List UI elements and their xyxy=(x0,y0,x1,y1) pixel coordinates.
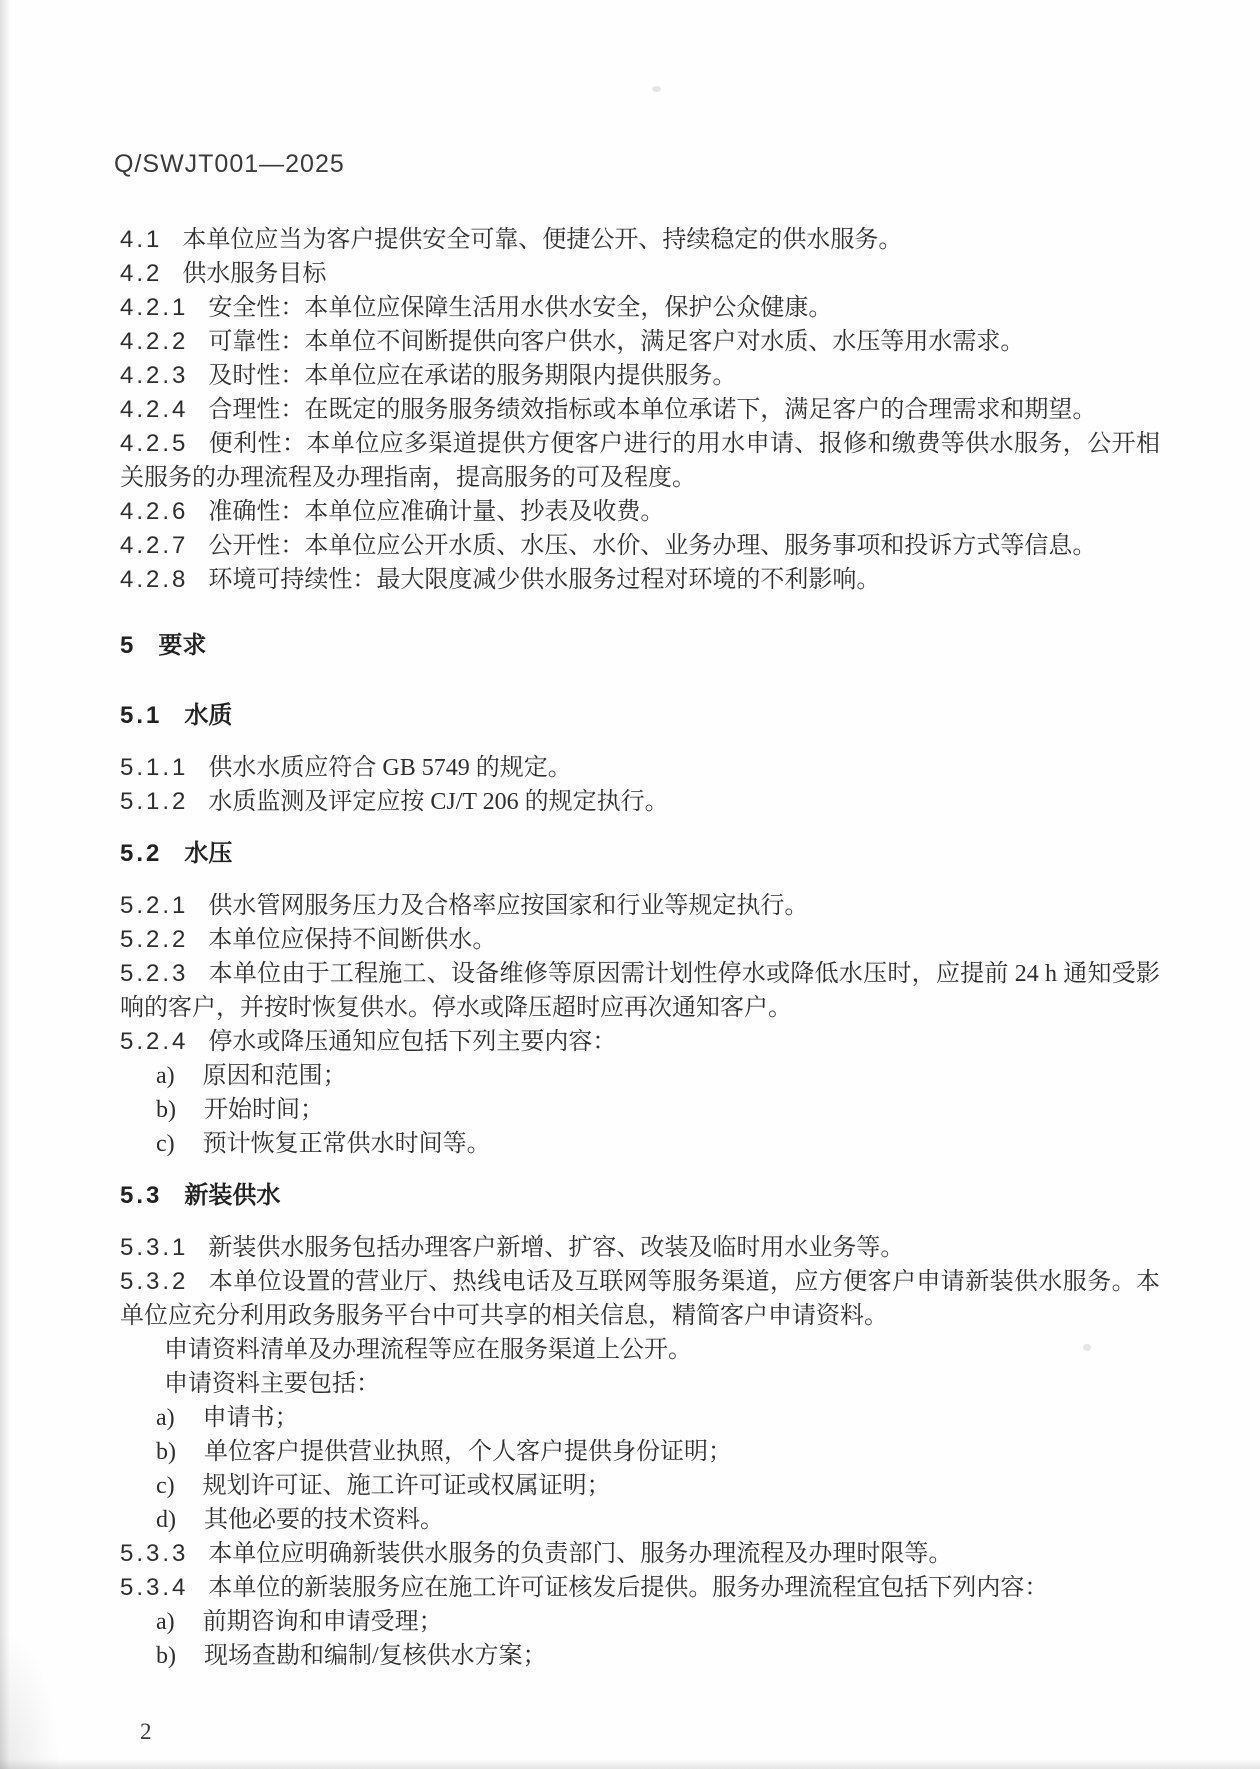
list-item xyxy=(120,1469,1160,1503)
document-body xyxy=(120,223,1160,1673)
clause-text: 本单位由于工程施工、设备维修等原因需计划性停水或降低水压时，应提前 24 h 通知受影响的客户，并按时恢复供水。停水或降压超时应再次通知客户。 xyxy=(120,961,1160,1021)
clause-number: 5.2.4 xyxy=(120,1028,189,1055)
clause-text: 开始时间； xyxy=(204,1097,324,1123)
clause-text: 及时性：本单位应在承诺的服务期限内提供服务。 xyxy=(208,363,737,389)
clause-number: 5.3.2 xyxy=(120,1268,189,1295)
paragraph xyxy=(120,359,1160,393)
paragraph xyxy=(120,257,1160,291)
clause-number: a) xyxy=(156,1405,175,1431)
section-heading xyxy=(120,1179,1160,1213)
scan-shadow-bottom xyxy=(0,1759,1260,1769)
clause-number: 4.2.3 xyxy=(120,362,189,389)
clause-text: 规划许可证、施工许可证或权属证明； xyxy=(202,1473,611,1499)
clause-number: 5.1.1 xyxy=(120,754,189,781)
clause-number: 4.2.4 xyxy=(120,396,189,423)
paragraph xyxy=(120,291,1160,325)
clause-number: d) xyxy=(156,1507,176,1533)
paragraph xyxy=(120,495,1160,529)
page-number: 2 xyxy=(140,1719,152,1744)
clause-number: 5.2.2 xyxy=(120,926,189,953)
clause-text: 其他必要的技术资料。 xyxy=(204,1507,444,1533)
clause-text: 新装供水服务包括办理客户新增、扩容、改装及临时用水业务等。 xyxy=(208,1235,905,1261)
clause-number: 5.1.2 xyxy=(120,788,189,815)
clause-number: 5 xyxy=(120,632,137,659)
clause-text: 申请资料清单及办理流程等应在服务渠道上公开。 xyxy=(164,1337,692,1363)
clause-number: c) xyxy=(156,1473,175,1499)
clause-number: 4.2.1 xyxy=(120,294,189,321)
clause-number: 4.2.6 xyxy=(120,498,189,525)
list-item xyxy=(120,1127,1160,1161)
clause-text: 单位客户提供营业执照，个人客户提供身份证明； xyxy=(204,1439,732,1465)
clause-text: 公开性：本单位应公开水质、水压、水价、业务办理、服务事项和投诉方式等信息。 xyxy=(208,533,1097,559)
clause-number: 4.2.8 xyxy=(120,566,189,593)
list-item xyxy=(120,1435,1160,1469)
clause-number: b) xyxy=(156,1439,176,1465)
list-item xyxy=(120,1503,1160,1537)
paragraph xyxy=(120,325,1160,359)
clause-text: 预计恢复正常供水时间等。 xyxy=(202,1131,491,1157)
clause-text: 新装供水 xyxy=(184,1182,281,1209)
paragraph xyxy=(120,751,1160,785)
paragraph xyxy=(120,957,1160,1025)
clause-text: 本单位应明确新装供水服务的负责部门、服务办理流程及办理时限等。 xyxy=(208,1541,953,1567)
clause-text: 准确性：本单位应准确计量、抄表及收费。 xyxy=(208,499,665,525)
clause-text: 供水管网服务压力及合格率应按国家和行业等规定执行。 xyxy=(208,893,809,919)
clause-text: 可靠性：本单位不间断提供向客户供水，满足客户对水质、水压等用水需求。 xyxy=(208,329,1025,355)
clause-text: 本单位的新装服务应在施工许可证核发后提供。服务办理流程宜包括下列内容： xyxy=(208,1575,1049,1601)
clause-text: 水质 xyxy=(184,702,233,729)
clause-text: 供水水质应符合 GB 5749 的规定。 xyxy=(208,755,572,781)
clause-text: 现场查勘和编制/复核供水方案； xyxy=(204,1643,547,1669)
clause-number: 5.3.3 xyxy=(120,1540,189,1567)
paragraph xyxy=(120,563,1160,597)
paragraph xyxy=(120,923,1160,957)
clause-text: 原因和范围； xyxy=(202,1063,347,1089)
clause-text: 水压 xyxy=(184,840,233,867)
paragraph xyxy=(120,1571,1160,1605)
section-heading xyxy=(120,699,1160,733)
section-heading xyxy=(120,629,1160,663)
clause-text: 便利性：本单位应多渠道提供方便客户进行的用水申请、报修和缴费等供水服务，公开相关服务的办理流程及办理指南，提高服务的可及程度。 xyxy=(120,431,1160,491)
clause-text: 合理性：在既定的服务服务绩效指标或本单位承诺下，满足客户的合理需求和期望。 xyxy=(208,397,1097,423)
clause-number: 5.3 xyxy=(120,1182,163,1209)
clause-text: 本单位应保持不间断供水。 xyxy=(208,927,497,953)
clause-text: 要求 xyxy=(158,632,207,659)
list-item xyxy=(120,1093,1160,1127)
clause-number: b) xyxy=(156,1643,176,1669)
paragraph xyxy=(120,1537,1160,1571)
clause-number: 4.2 xyxy=(120,260,163,287)
list-item xyxy=(120,1401,1160,1435)
paragraph xyxy=(120,785,1160,819)
clause-number: b) xyxy=(156,1097,176,1123)
clause-text: 环境可持续性：最大限度减少供水服务过程对环境的不利影响。 xyxy=(208,567,881,593)
clause-number: 5.3.4 xyxy=(120,1574,189,1601)
clause-number: 4.2.7 xyxy=(120,532,189,559)
paragraph xyxy=(120,1025,1160,1059)
clause-number: c) xyxy=(156,1131,175,1157)
paragraph xyxy=(120,1265,1160,1333)
paragraph xyxy=(120,1231,1160,1265)
paragraph xyxy=(120,223,1160,257)
clause-number: 4.1 xyxy=(120,226,163,253)
clause-text: 申请书； xyxy=(202,1405,299,1431)
clause-text: 安全性：本单位应保障生活用水供水安全，保护公众健康。 xyxy=(208,295,833,321)
clause-text: 本单位设置的营业厅、热线电话及互联网等服务渠道，应方便客户申请新装供水服务。本单位应充分利用政务服务平台中可共享的相关信息，精简客户申请资料。 xyxy=(120,1269,1160,1329)
paragraph xyxy=(120,393,1160,427)
list-item xyxy=(120,1605,1160,1639)
clause-text: 停水或降压通知应包括下列主要内容： xyxy=(208,1029,617,1055)
paragraph xyxy=(120,427,1160,495)
clause-text: 本单位应当为客户提供安全可靠、便捷公开、持续稳定的供水服务。 xyxy=(182,227,903,253)
clause-number: 5.3.1 xyxy=(120,1234,189,1261)
list-item xyxy=(120,1639,1160,1673)
clause-number: a) xyxy=(156,1609,175,1635)
paragraph xyxy=(120,1333,1160,1367)
clause-number: 4.2.5 xyxy=(120,430,189,457)
clause-number: 5.2.3 xyxy=(120,960,189,987)
clause-text: 水质监测及评定应按 CJ/T 206 的规定执行。 xyxy=(208,789,669,815)
clause-number: 4.2.2 xyxy=(120,328,189,355)
section-heading xyxy=(120,837,1160,871)
paragraph xyxy=(120,889,1160,923)
clause-text: 申请资料主要包括： xyxy=(164,1371,380,1397)
paragraph xyxy=(120,529,1160,563)
clause-text: 前期咨询和申请受理； xyxy=(202,1609,443,1635)
paragraph xyxy=(120,1367,1160,1401)
clause-number: 5.2.1 xyxy=(120,892,189,919)
clause-number: 5.1 xyxy=(120,702,163,729)
clause-number: 5.2 xyxy=(120,840,163,867)
clause-text: 供水服务目标 xyxy=(182,261,327,287)
running-header: Q/SWJT001—2025 xyxy=(114,150,345,178)
list-item xyxy=(120,1059,1160,1093)
clause-number: a) xyxy=(156,1063,175,1089)
